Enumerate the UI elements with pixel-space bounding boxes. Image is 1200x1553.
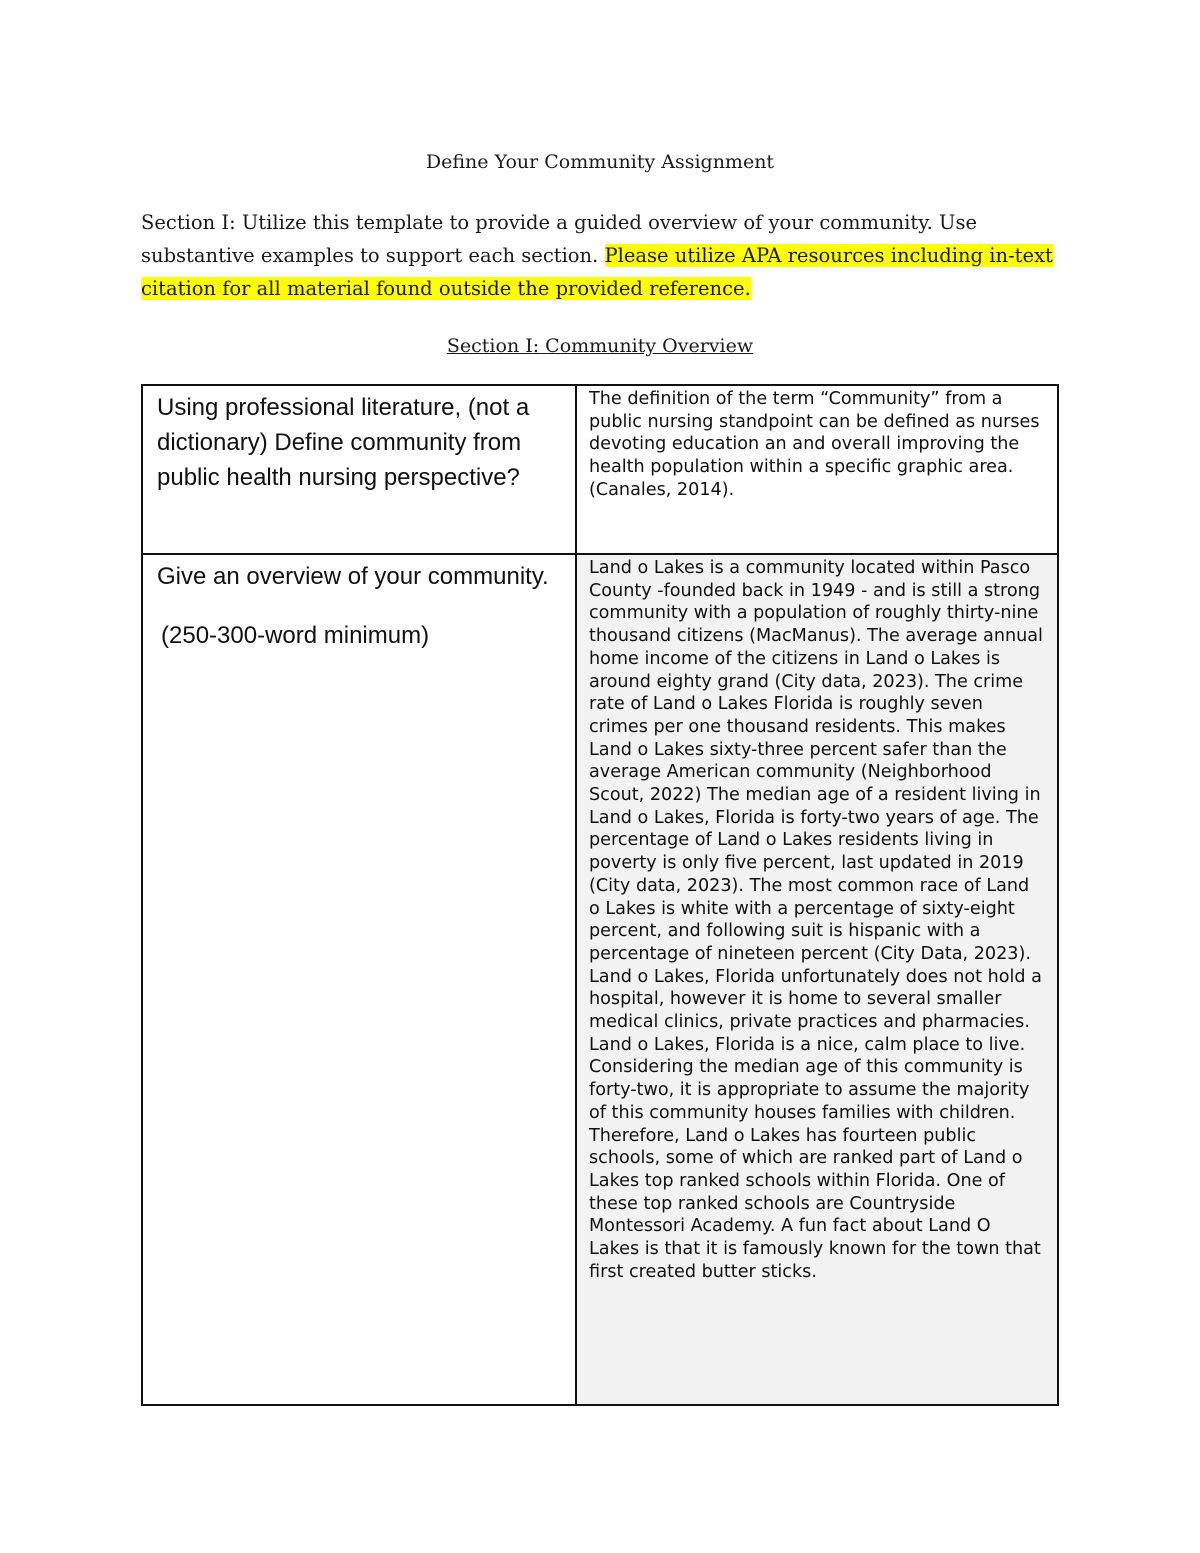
document-title: Define Your Community Assignment <box>425 151 775 173</box>
question-cell <box>142 385 576 554</box>
question-text: Using professional literature, (not a dictionary) Define community from public health nursing perspective? <box>157 394 530 491</box>
question-cell <box>142 554 576 1405</box>
answer-citation: (Canales, 2014). <box>589 479 735 500</box>
table-row <box>142 385 1058 554</box>
intro-highlighted-text: Please utilize APA resources including in-text citation for all material found outside the provided reference. <box>141 244 1053 300</box>
answer-cell[interactable] <box>576 554 1058 1405</box>
answer-paragraph: The definition of the term “Community” from a public nursing standpoint can be defined as nurses devoting education an and overall improving the health population within a specific graphic area. <box>589 389 1040 478</box>
intro-paragraph <box>141 206 1071 305</box>
answer-paragraph: Land o Lakes is a community located within Pasco County -founded back in 1949 - and is still a strong community with a population of roughly thirty-nine thousand citizens (MacManus). The average annual home income of the citizens in Land o Lakes is around eighty grand (City data, 2023). The crime rate of Land o Lakes Florida is roughly seven crimes per one thousand residents. This makes Land o Lakes sixty-three percent safer than the average American community (Neighborhood Scout, 2022) The median age of a resident living in Land o Lakes, Florida is forty-two years of age. The percentage of Land o Lakes residents living in poverty is only five percent, last updated in 2019 (City data, 2023). The most common race of Land o Lakes is white with a percentage of sixty-eight percent, and following suit is hispanic with a percentage of nineteen percent (City Data, 2023). <box>589 558 1043 964</box>
answer-paragraph: Land o Lakes, Florida unfortunately does not hold a hospital, however it is home to several smaller medical clinics, private practices and pharmacies. <box>589 966 1042 1033</box>
intro-text: Section I: Utilize this template to provide a guided overview of your community. Use substantive examples to support each section. <box>141 211 978 267</box>
section-heading <box>0 332 1200 360</box>
word-minimum-note: (250-300-word minimum) <box>161 622 430 649</box>
question-text: Give an overview of your community. <box>157 563 549 590</box>
answer-cell[interactable] <box>576 385 1058 554</box>
table-row <box>142 554 1058 1405</box>
section-heading-text: Section I: Community Overview <box>446 335 754 357</box>
answer-paragraph: Land o Lakes, Florida is a nice, calm place to live. Considering the median age of this community is forty-two, it is appropriate to assume the majority of this community houses families with children. Therefore, Land o Lakes has fourteen public schools, some of which are ranked part of Land o Lakes top ranked schools within Florida. One of these top ranked schools are Countryside Montessori Academy. A fun fact about Land O Lakes is that it is famously known for the town that first created butter sticks. <box>589 1034 1041 1282</box>
community-overview-table <box>141 384 1059 1406</box>
